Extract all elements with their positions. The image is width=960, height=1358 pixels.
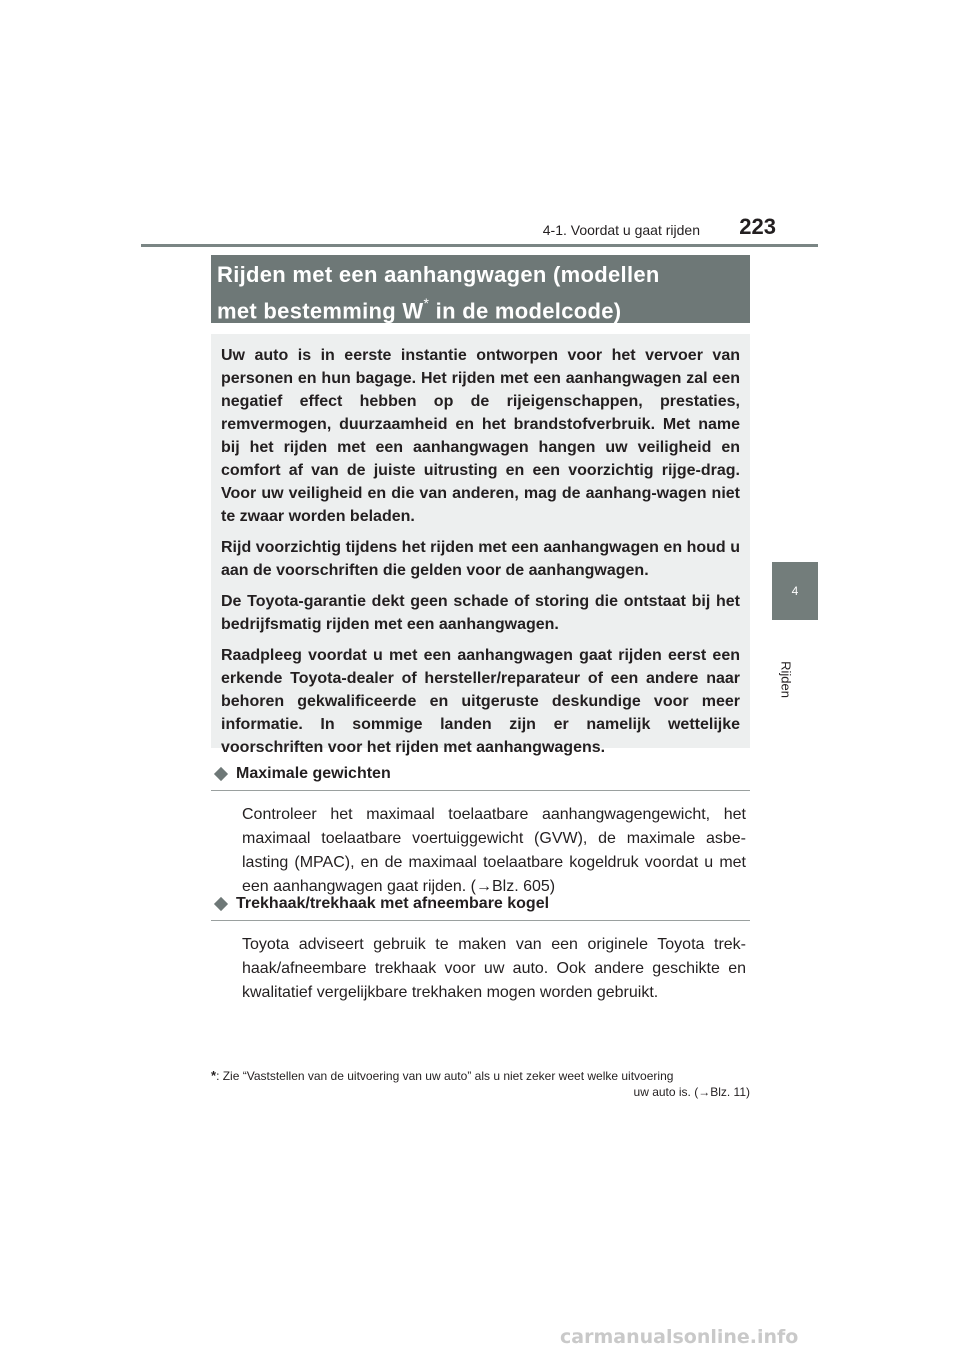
intro-paragraph: Raadpleeg voordat u met een aanhangwagen gaat rijden eerst een erkende Toyota-dealer of hersteller/reparateur of een andere naar behoren gekwalificeerde en uitgeruste deskundige voor meer informatie. In sommige landen zijn er namelijk wettelijke voorschriften voor het rijden met aanhangwagens. (221, 647, 740, 756)
section-heading (211, 892, 750, 921)
title-line-1: Rijden met een aanhangwagen (modellen (217, 262, 660, 287)
section-body: Controleer het maximaal toelaatbare aanhangwagengewicht, het maximaal toelaatbare voertuiggewicht (GVW), de maximale asbe-lasting (MPAC), en de maximaal toelaatbare kogeldruk voordat u met een aanhangwagen gaat rijden. (→Blz. 605) (242, 806, 746, 895)
header-divider (141, 244, 818, 247)
title-line-2 (217, 290, 744, 326)
intro-paragraph: Rijd voorzichtig tijdens het rijden met een aanhangwagen en houd u aan de voorschriften die gelden voor de aanhangwagen. (221, 539, 740, 579)
section-heading (211, 762, 750, 791)
section-body: Toyota adviseert gebruik te maken van een originele Toyota trek-haak/afneembare trekhaak voor uw auto. Ook andere geschikte en kwalitatief vergelijkbare trekhaken mogen worden gebruikt. (242, 936, 746, 1001)
title-footnote-star: * (423, 295, 430, 311)
footnote (211, 1068, 750, 1100)
title-line-2-pre: met bestemming W (217, 298, 424, 324)
diamond-bullet-icon (214, 767, 228, 781)
intro-paragraph: Uw auto is in eerste instantie ontworpen voor het vervoer van personen en hun bagage. Het rijden met een aanhangwagen zal een negatief effect hebben op de rijeigenschappen, prestaties, remvermogen, duurzaamheid en het brandstofverbruik. Met name bij het rijden met een aanhangwagen hangen uw veiligheid en comfort af van de juiste uitrusting en een voorzichtig rijge-drag. Voor uw veiligheid en die van anderen, mag de aanhang-wagen niet te zwaar worden beladen. (221, 347, 740, 525)
section-tow-hitch (211, 892, 750, 1005)
footnote-star: * (211, 1068, 217, 1083)
section-maximum-weights (211, 762, 750, 899)
title-line-2-post: in de modelcode) (429, 298, 622, 324)
intro-box (211, 334, 750, 756)
intro-paragraph: De Toyota-garantie dekt geen schade of storing die ontstaat bij het bedrijfsmatig rijden met een aanhangwagen. (221, 593, 740, 633)
chapter-tab (772, 562, 818, 620)
watermark: carmanualsonline.info (560, 1326, 799, 1348)
footnote-text: : Zie “Vaststellen van de uitvoering van uw auto” als u niet zeker weet welke uitvoering (216, 1069, 674, 1083)
footnote-line-2: uw auto is. (→Blz. 11) (633, 1085, 750, 1099)
page-number: 223 (739, 214, 776, 239)
diamond-bullet-icon (214, 897, 228, 911)
footnote-line-1 (211, 1068, 750, 1084)
chapter-label: Rijden (778, 661, 794, 698)
chapter-number: 4 (791, 584, 799, 598)
section-title: Maximale gewichten (236, 765, 391, 782)
page-title (211, 255, 750, 323)
running-header-section: 4-1. Voordat u gaat rijden (542, 222, 700, 238)
section-title: Trekhaak/trekhaak met afneembare kogel (236, 895, 550, 912)
